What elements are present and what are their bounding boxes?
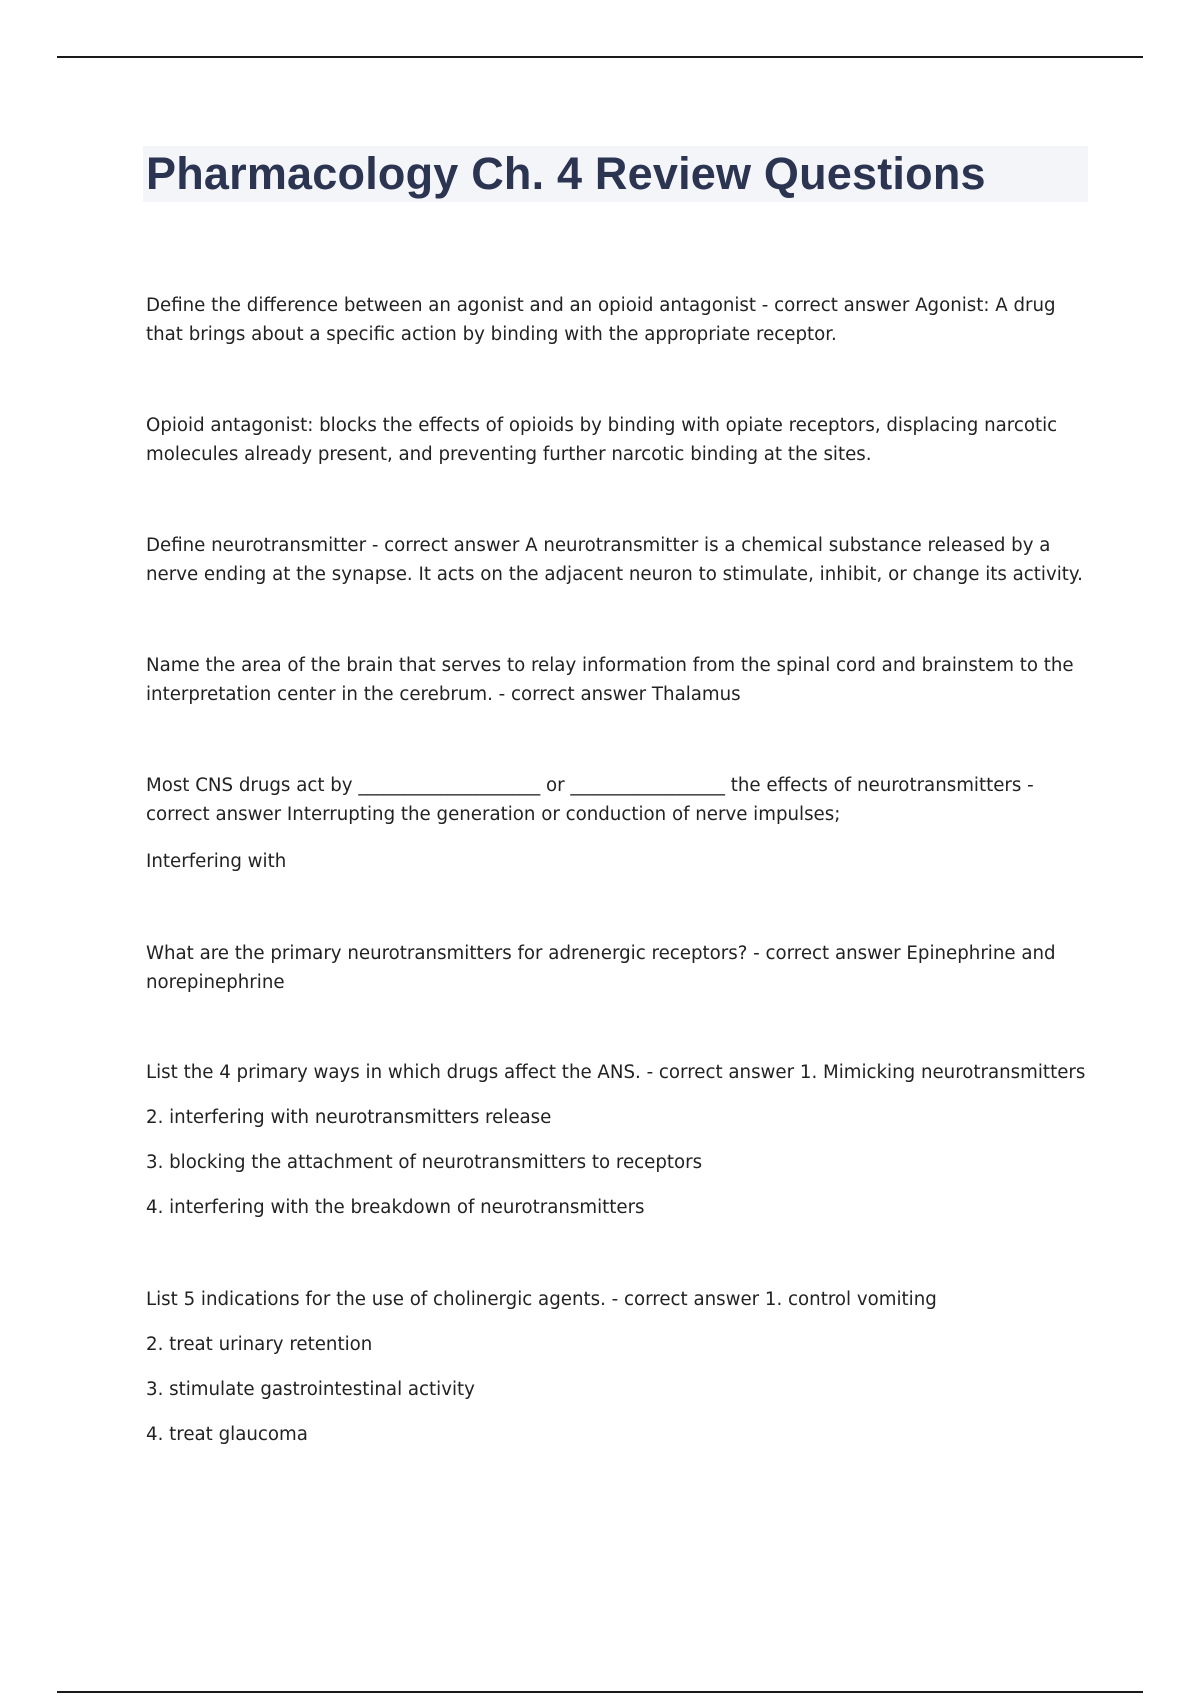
qa-agonist-definition: Define the difference between an agonist and an opioid antagonist - correct answer Agonist: A drug that brings about a specific action by binding with the appropriate receptor. [146,295,1056,345]
qa-neurotransmitter-definition: Define neurotransmitter - correct answer A neurotransmitter is a chemical substance released by a nerve ending at the synapse. It acts on the adjacent neuron to stimulate, inhibit, or change its activity. [146,535,1083,585]
qa-ans-drug-effects: List the 4 primary ways in which drugs affect the ANS. - correct answer 1. Mimicking neurotransmitters [146,1062,1086,1083]
footer-rule [57,1691,1143,1693]
list-item: 4. interfering with the breakdown of neurotransmitters [146,1197,645,1218]
qa-cns-drugs-action: Most CNS drugs act by ____________________ or _________________ the effects of neurotransmitters - correct answer Interrupting the generation or conduction of nerve impulses; [146,775,1034,825]
list-item: 2. interfering with neurotransmitters release [146,1107,552,1128]
list-item: 4. treat glaucoma [146,1424,308,1445]
page-title: Pharmacology Ch. 4 Review Questions [146,148,986,199]
list-item: 2. treat urinary retention [146,1334,373,1355]
header-rule [57,56,1143,58]
list-item: 3. stimulate gastrointestinal activity [146,1379,475,1400]
qa-opioid-antagonist: Opioid antagonist: blocks the effects of opioids by binding with opiate receptors, displacing narcotic molecules already present, and preventing further narcotic binding at the sites. [146,415,1058,465]
qa-cns-drugs-action-continued: Interfering with [146,851,287,872]
qa-cholinergic-indications: List 5 indications for the use of cholinergic agents. - correct answer 1. control vomiting [146,1289,937,1310]
qa-adrenergic-neurotransmitters: What are the primary neurotransmitters for adrenergic receptors? - correct answer Epinephrine and norepinephrine [146,943,1056,993]
list-item: 3. blocking the attachment of neurotransmitters to receptors [146,1152,703,1173]
qa-brain-relay-area: Name the area of the brain that serves to relay information from the spinal cord and brainstem to the interpretation center in the cerebrum. - correct answer Thalamus [146,655,1074,705]
